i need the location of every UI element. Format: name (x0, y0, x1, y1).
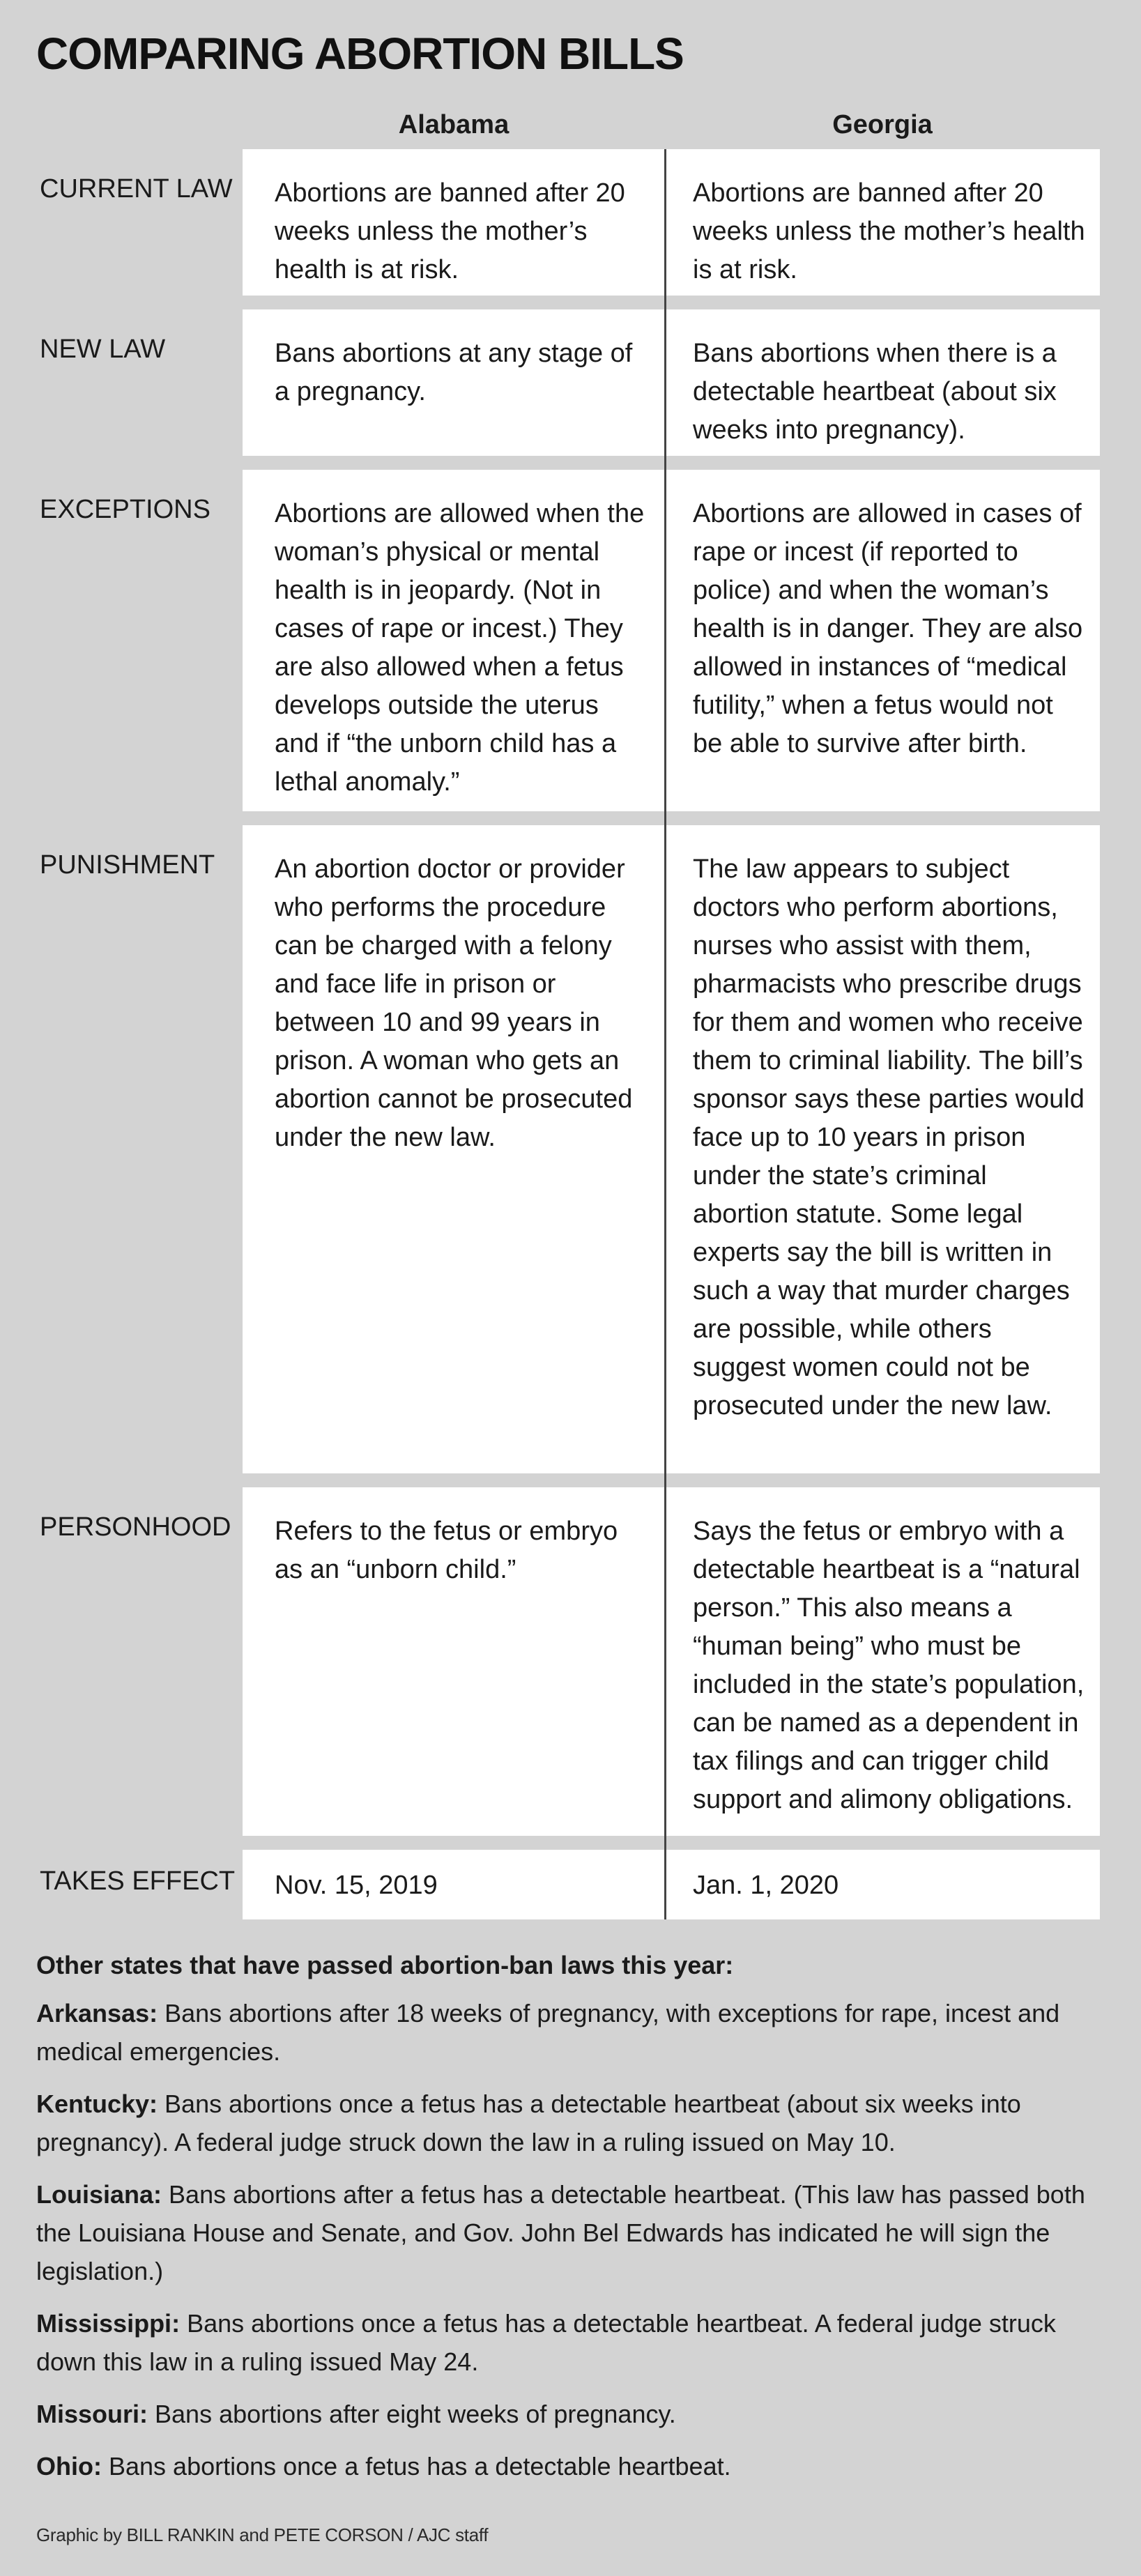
row-label: TAKES EFFECT (40, 1866, 236, 1896)
row-label: PUNISHMENT (40, 850, 215, 880)
cell-alabama: Abortions are banned after 20 weeks unless the mother’s health is at risk. (275, 178, 625, 284)
table-row-takes-effect (0, 1850, 1141, 1919)
page-title: COMPARING ABORTION BILLS (36, 29, 684, 79)
column-header-alabama: Alabama (398, 110, 510, 139)
cell-georgia: The law appears to subject doctors who perform abortions, nurses who assist with them, pharmacists who prescribe drugs for them and women who receive them to criminal liability. The bill’s sponsor says these parties would face up to 10 years in prison under the state’s criminal abortion statute. Some legal experts say the bill is written in such a way that murder charges are possible, while others suggest women could not be prosecuted under the new law. (693, 854, 1085, 1420)
cell-georgia: Says the fetus or embryo with a detectable heartbeat is a “natural person.” This also means a “human being” who must be included in the state’s population, can be named as a dependent in tax filings and can trigger child support and alimony obligations. (693, 1517, 1085, 1814)
list-item (36, 2447, 1110, 2485)
other-states-section (36, 1946, 1110, 2499)
state-description: Bans abortions after eight weeks of pregnancy. (148, 2400, 676, 2428)
state-name: Mississippi: (36, 2309, 181, 2338)
list-item (36, 1994, 1110, 2071)
cell-georgia: Bans abortions when there is a detectable heartbeat (about six weeks into pregnancy). (693, 339, 1057, 445)
cell-georgia: Abortions are allowed in cases of rape or incest (if reported to police) and when the woman’s health is in danger. They are also allowed in instances of “medical futility,” when a fetus would not be able to survive after birth. (693, 499, 1083, 758)
cell-alabama: Abortions are allowed when the woman’s physical or mental health is in jeopardy. (Not in cases of rape or incest.) They are also allowed when a fetus develops outside the uterus and if “the unborn child has a lethal anomaly.” (275, 499, 645, 797)
state-description: Bans abortions after 18 weeks of pregnancy, with exceptions for rape, incest and medical emergencies. (36, 1999, 1060, 2066)
state-description: Bans abortions once a fetus has a detectable heartbeat. A federal judge struck down this law in a ruling issued May 24. (36, 2309, 1056, 2376)
cell-alabama: Bans abortions at any stage of a pregnancy. (275, 339, 633, 406)
list-item (36, 2175, 1110, 2290)
state-name: Arkansas: (36, 1999, 158, 2027)
table-row-new-law (0, 309, 1141, 456)
state-name: Ohio: (36, 2452, 102, 2481)
table-row-personhood (0, 1487, 1141, 1836)
cell-alabama: Nov. 15, 2019 (275, 1871, 438, 1900)
table-row-punishment (0, 825, 1141, 1473)
cell-georgia: Abortions are banned after 20 weeks unless the mother’s health is at risk. (693, 178, 1085, 284)
table-row-current-law (0, 149, 1141, 296)
list-item (36, 2304, 1110, 2381)
state-name: Missouri: (36, 2400, 148, 2428)
state-description: Bans abortions after a fetus has a detectable heartbeat. (This law has passed both the Louisiana House and Senate, and Gov. John Bel Edwards has indicated he will sign the legislation.) (36, 2180, 1085, 2285)
row-label: CURRENT LAW (40, 174, 233, 204)
column-divider (664, 149, 666, 1919)
column-header-georgia: Georgia (832, 110, 933, 139)
cell-alabama: An abortion doctor or provider who performs the procedure can be charged with a felony and face life in prison or between 10 and 99 years in prison. A woman who gets an abortion cannot be prosecuted under the new law. (275, 854, 633, 1152)
cell-alabama: Refers to the fetus or embryo as an “unborn child.” (275, 1517, 618, 1584)
row-label: EXCEPTIONS (40, 495, 210, 524)
state-name: Louisiana: (36, 2180, 162, 2209)
state-name: Kentucky: (36, 2090, 158, 2118)
list-item (36, 2085, 1110, 2161)
graphic-credit: Graphic by BILL RANKIN and PETE CORSON / AJC staff (36, 2524, 489, 2545)
row-label: NEW LAW (40, 335, 166, 364)
cell-georgia: Jan. 1, 2020 (693, 1871, 839, 1900)
table-row-exceptions (0, 470, 1141, 811)
state-description: Bans abortions once a fetus has a detectable heartbeat (about six weeks into pregnancy). A federal judge struck down the law in a ruling issued on May 10. (36, 2090, 1021, 2156)
row-label: PERSONHOOD (40, 1512, 231, 1542)
other-states-heading: Other states that have passed abortion-ban laws this year: (36, 1951, 734, 1979)
state-description: Bans abortions once a fetus has a detectable heartbeat. (101, 2452, 731, 2481)
list-item (36, 2395, 1110, 2433)
